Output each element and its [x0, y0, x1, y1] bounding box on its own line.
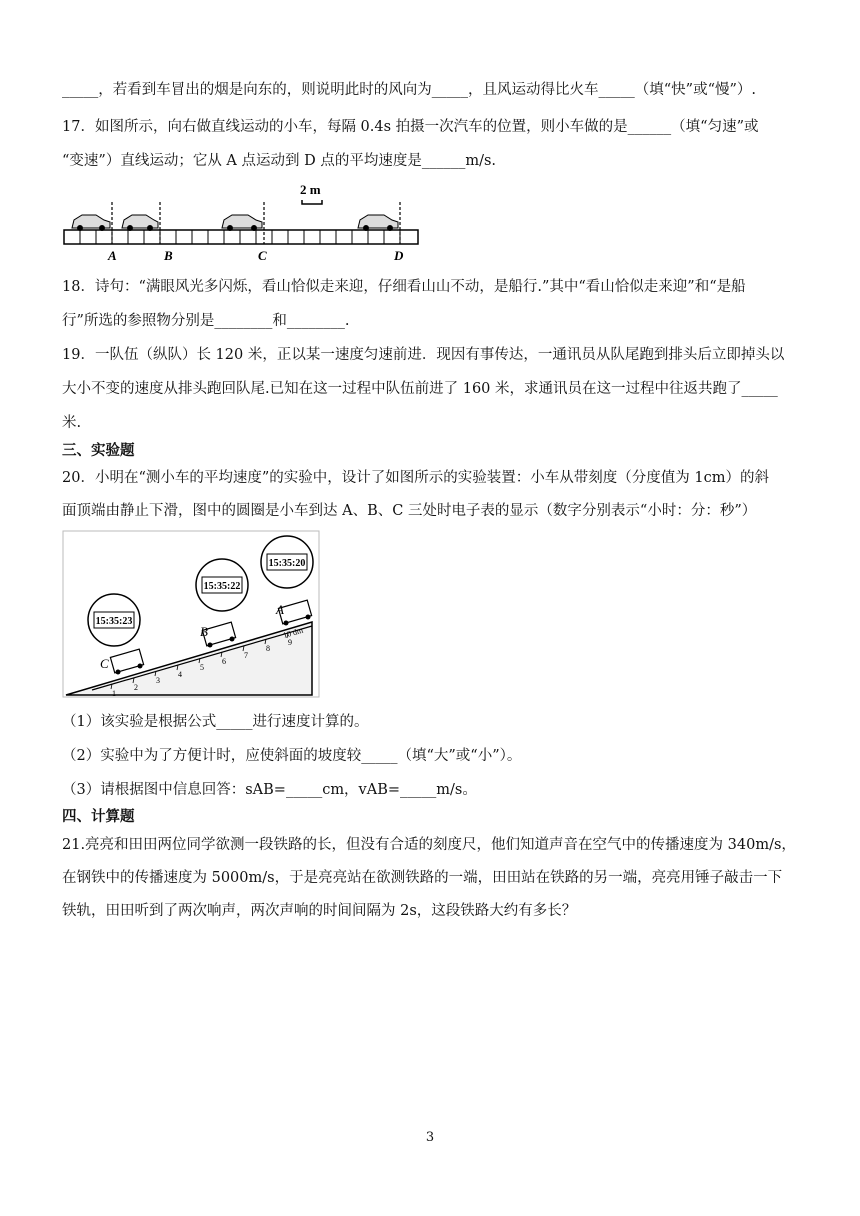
- svg-text:15:35:22: 15:35:22: [203, 581, 241, 592]
- page-number: 3: [425, 1130, 435, 1145]
- question-21-line-2: 在钢铁中的传播速度为 5000m/s，于是亮亮站在欲测铁路的一端，田田站在铁路的另一端，亮亮用锤子敲击一下: [62, 870, 783, 886]
- ruler-unit-label: 10 dm: [282, 625, 305, 640]
- question-20-sub-3: （3）请根据图中信息回答：sAB=_____cm，vAB=_____m/s。: [62, 782, 477, 798]
- car-icon: [122, 215, 158, 231]
- question-20-sub-1: （1）该实验是根据公式_____进行速度计算的。: [62, 714, 369, 730]
- clock-c-display: [88, 594, 140, 646]
- question-20-sub-2: （2）实验中为了方便计时，应使斜面的坡度较_____（填“大”或“小”）。: [62, 748, 522, 764]
- question-19-line-2: 大小不变的速度从排头跑回队尾.已知在这一过程中队伍前进了 160 米，求通讯员在这一过程中往返共跑了_____: [62, 381, 778, 397]
- svg-text:6: 6: [222, 657, 226, 666]
- question-17-line-1: 17．如图所示，向右做直线运动的小车，每隔 0.4s 拍摄一次汽车的位置，则小车做的是______（填“匀速”或: [62, 119, 759, 135]
- svg-text:9: 9: [288, 638, 292, 647]
- scale-label: 2 m: [300, 182, 321, 197]
- svg-text:2: 2: [134, 683, 138, 692]
- point-label-c: C: [100, 656, 109, 671]
- section-heading-experiment: 三、实验题: [62, 443, 135, 459]
- svg-text:8: 8: [266, 644, 270, 653]
- section-heading-calculation: 四、计算题: [62, 809, 135, 825]
- clock-a-display: [261, 536, 313, 588]
- svg-text:3: 3: [156, 676, 160, 685]
- figure-20-incline: [62, 530, 322, 700]
- question-19-line-3: 米.: [62, 415, 82, 431]
- question-18-line-1: 18．诗句：“满眼风光多闪烁，看山恰似走来迎，仔细看山山不动，是船行.”其中“看山恰似走来迎”和“是船: [62, 279, 746, 295]
- question-21-line-1: 21.亮亮和田田两位同学欲测一段铁路的长，但没有合适的刻度尺，他们知道声音在空气中的传播速度为 340m/s，: [62, 837, 796, 853]
- question-20-line-1: 20．小明在“测小车的平均速度”的实验中，设计了如图所示的实验装置：小车从带刻度（分度值为 1cm）的斜: [62, 470, 769, 486]
- point-label-d: D: [394, 248, 404, 263]
- car-icon: [358, 215, 398, 231]
- clock-b-display: [196, 559, 248, 611]
- car-icon: [72, 215, 110, 231]
- car-icon: [222, 215, 262, 231]
- point-label-c: C: [258, 248, 267, 263]
- point-label-b: B: [200, 624, 208, 639]
- svg-text:7: 7: [244, 651, 248, 660]
- question-18-line-2: 行”所选的参照物分别是________和________.: [62, 313, 350, 329]
- figure-17-car-track: [62, 178, 420, 268]
- svg-text:5: 5: [200, 663, 204, 672]
- question-17-line-2: “变速”）直线运动；它从 A 点运动到 D 点的平均速度是______m/s.: [62, 153, 497, 169]
- point-label-a: A: [108, 248, 117, 263]
- question-19-line-1: 19．一队伍（纵队）长 120 米，正以某一速度匀速前进．现因有事传达，一通讯员从队尾跑到排头后立即掉头以: [62, 347, 785, 363]
- svg-text:1: 1: [112, 689, 116, 698]
- question-20-line-2: 面顶端由静止下滑，图中的圆圈是小车到达 A、B、C 三处时电子表的显示（数字分别表示“小时：分：秒”）: [62, 503, 757, 519]
- question-21-line-3: 铁轨，田田听到了两次响声，两次声响的时间间隔为 2s，这段铁路大约有多长？: [62, 903, 577, 919]
- svg-text:15:35:23: 15:35:23: [95, 616, 133, 627]
- point-label-a: A: [276, 602, 284, 617]
- svg-text:4: 4: [178, 670, 182, 679]
- svg-text:15:35:20: 15:35:20: [268, 558, 306, 569]
- text-line: _____，若看到车冒出的烟是向东的，则说明此时的风向为_____，且风运动得比火车_____（填“快”或“慢”）.: [62, 82, 757, 98]
- point-label-b: B: [164, 248, 173, 263]
